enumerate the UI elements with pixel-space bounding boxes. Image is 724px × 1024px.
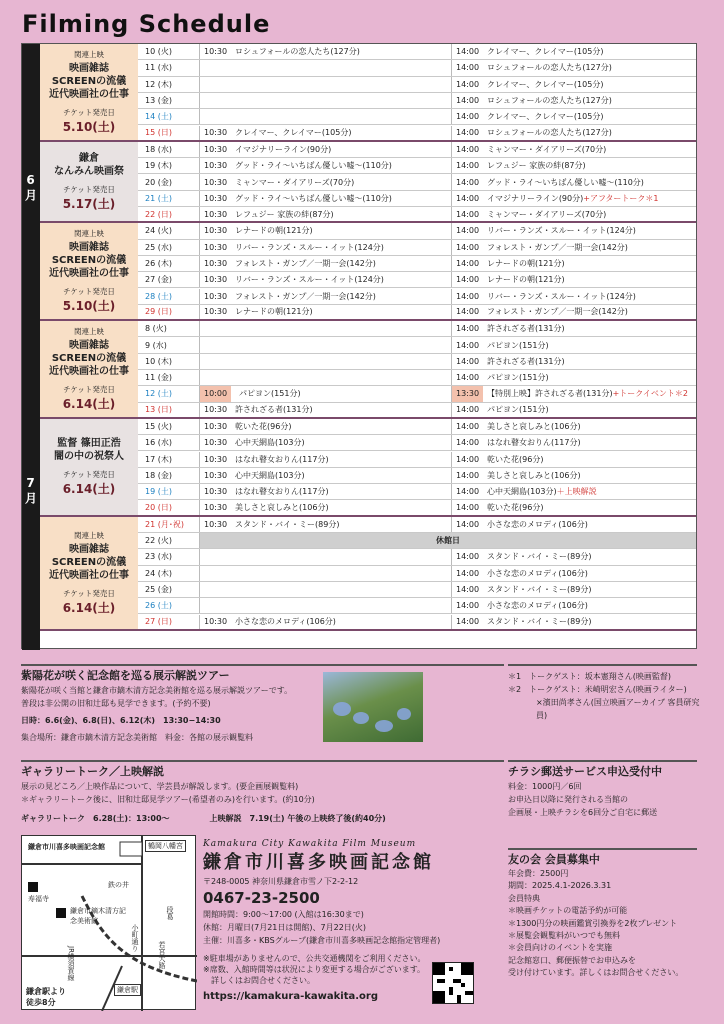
afternoon-screening: 14:00 美しさと哀しみと(106分) (456, 470, 581, 480)
table-row (138, 452, 696, 468)
afternoon-screening: 14:00 ミャンマー・ダイアリーズ(70分) (456, 209, 607, 219)
row-date: 21 (土) (138, 191, 200, 206)
flyer-price: 料金：1000円／6回 (508, 782, 582, 791)
afternoon-screening: 14:00 フォレスト・ガンプ／一期一会(142分) (456, 242, 628, 252)
table-row (138, 142, 696, 158)
museum-warn-1: ※駐車場がありませんので、公共交通機関をご利用ください。 (203, 954, 426, 963)
afternoon-screening: 14:00 クレイマー、クレイマー(105分) (456, 79, 604, 89)
talk-title: ギャラリートーク／上映解説 (21, 765, 164, 778)
morning-screening: 10:30 レフュジー 家族の絆(87分) (200, 207, 452, 221)
row-date: 22 (日) (138, 207, 200, 221)
ticket-date: 6.14(土) (62, 396, 116, 411)
table-row (138, 598, 696, 614)
afternoon-screening: 14:00 乾いた花(96分) (456, 454, 544, 464)
row-date: 28 (土) (138, 289, 200, 304)
club-item: ＊映画チケットの電話予約が可能 (508, 906, 628, 916)
program-title: 映画雑誌 (69, 242, 109, 254)
museum-warn-2: ※席数、入館時間等は状況により変更する場合がございます。 (203, 965, 426, 974)
table-row (138, 223, 696, 239)
afternoon-screening: 14:00 クレイマー、クレイマー(105分) (456, 112, 604, 122)
program-title: SCREENの流儀 (51, 556, 127, 568)
row-date: 22 (火) (138, 533, 200, 548)
row-date: 13 (金) (138, 93, 200, 108)
afternoon-screening: 14:00 ロシュフォールの恋人たち(127分) (456, 128, 612, 138)
talk-section (21, 764, 501, 825)
morning-screening: 10:30 はなれ瞽女おりん(117分) (200, 484, 452, 499)
map-station: 鎌倉駅 (114, 984, 141, 996)
map-walk: 鎌倉駅より 徒歩8分 (26, 987, 66, 1007)
morning-screening (200, 582, 452, 597)
hydrangea-photo (323, 672, 423, 742)
ticket-date: 6.14(土) (62, 481, 116, 496)
row-date: 26 (土) (138, 598, 200, 613)
table-row (138, 484, 696, 500)
block-note: 関連上映 (74, 530, 104, 540)
block-note: 関連上映 (74, 49, 104, 59)
map-komachi: 小町通り (131, 924, 139, 952)
table-row (138, 435, 696, 451)
table-row (138, 174, 696, 190)
table-row (138, 468, 696, 484)
afternoon-screening: 14:00 リバー・ランズ・スルー・イット(124分) (456, 291, 636, 301)
table-row (138, 566, 696, 582)
row-date: 16 (水) (138, 435, 200, 450)
table-row (138, 370, 696, 386)
row-date: 27 (金) (138, 272, 200, 287)
row-date: 11 (金) (138, 370, 200, 385)
museum-closed: 休館：月曜日(7月21日は開館)、7月22日(火) (203, 923, 367, 932)
table-row (138, 158, 696, 174)
tour-section (21, 668, 321, 744)
museum-tel: 0467-23-2500 (203, 889, 320, 907)
afternoon-screening: 14:00 心中天網島(103分) ＋上映解説 (456, 487, 597, 497)
program-title: 近代映画社の仕事 (49, 268, 129, 280)
table-row (138, 60, 696, 76)
talk-note: ＊ギャラリートーク後に、旧和辻邸見学ツアー(希望者のみ)を行います。(約10分) (21, 795, 315, 804)
block-note: 関連上映 (74, 229, 104, 239)
program-title: 映画雑誌 (69, 339, 109, 351)
table-row (138, 321, 696, 337)
morning-screening (200, 77, 452, 92)
morning-screening (200, 549, 452, 564)
ticket-date: 5.17(土) (62, 196, 116, 211)
morning-screening (200, 321, 452, 336)
program-block (40, 321, 138, 419)
museum-name-en: Kamakura City Kawakita Film Museum (203, 839, 417, 849)
gallery-talk-date: ギャラリートーク 6.28(土)：13:00〜 (21, 814, 170, 823)
club-item: 受け付けています。詳しくはお問合せください。 (508, 968, 684, 978)
program-block (40, 419, 138, 517)
note-3: ×濱田尚孝さん(国立映画アーカイブ 客員研究員) (536, 698, 700, 720)
afternoon-screening: 14:00 スタンド・バイ・ミー(89分) (456, 585, 592, 595)
morning-screening: 10:30 フォレスト・ガンプ／一期一会(142分) (200, 289, 452, 304)
ticket-date: 6.14(土) (62, 600, 116, 615)
notes-section (508, 670, 708, 722)
row-date: 20 (日) (138, 500, 200, 514)
museum-hours: 開館時間：9:00〜17:00 (入館は16:30まで) (203, 910, 364, 919)
afternoon-screening: 13:30 【特別上映】許されざる者(131分) +トークイベント＊2 (452, 386, 696, 401)
row-date: 17 (木) (138, 452, 200, 467)
ticket-label: チケット発売日 (63, 469, 115, 479)
map-wakamiya: 若宮大路 (158, 941, 166, 969)
row-date: 19 (土) (138, 484, 200, 499)
flyer-section (508, 764, 698, 819)
morning-screening: 10:30 心中天網島(103分) (200, 435, 452, 450)
closed-day: 休館日 (200, 533, 696, 548)
table-row (138, 289, 696, 305)
morning-screening: 10:30 グッド・ライ〜いちばん優しい嘘〜(110分) (200, 191, 452, 206)
club-item: ＊展覧会観覧料がいつでも無料 (508, 931, 620, 941)
row-date: 11 (水) (138, 60, 200, 75)
program-block (40, 142, 138, 224)
club-title: 友の会 会員募集中 (508, 853, 600, 866)
ticket-label: チケット発売日 (63, 384, 115, 394)
program-title: 近代映画社の仕事 (49, 365, 129, 377)
club-item: 記念館窓口、郵便振替でお申込みを (508, 955, 636, 965)
afternoon-screening: 14:00 レナードの朝(121分) (456, 275, 565, 285)
program-title: 鎌倉 (79, 152, 99, 164)
row-date: 15 (火) (138, 419, 200, 434)
row-date: 10 (火) (138, 44, 200, 59)
afternoon-screening: 14:00 許されざる者(131分) (456, 324, 565, 334)
map-jufukuji: 寿福寺 (28, 895, 49, 903)
morning-screening (200, 370, 452, 385)
map-kaburaki: 鎌倉市鏑木清方記念美術館 (70, 907, 126, 925)
row-date: 20 (金) (138, 174, 200, 189)
morning-screening (200, 566, 452, 581)
afternoon-screening: 14:00 ロシュフォールの恋人たち(127分) (456, 96, 612, 106)
table-row (138, 615, 696, 631)
afternoon-screening: 14:00 小さな恋のメロディ(106分) (456, 568, 588, 578)
row-date: 29 (日) (138, 305, 200, 319)
morning-screening (200, 93, 452, 108)
row-date: 27 (日) (138, 615, 200, 629)
tour-dates: 日時：6.6(金)、6.8(日)、6.12(木) 13:30−14:30 (21, 716, 221, 725)
table-row (138, 403, 696, 419)
schedule-table (21, 43, 697, 649)
table-row (138, 549, 696, 565)
afternoon-screening: 14:00 レナードの朝(121分) (456, 259, 565, 269)
morning-screening: 10:30 ミャンマー・ダイアリーズ(70分) (200, 174, 452, 189)
morning-screening: 10:30 美しさと哀しみと(106分) (200, 500, 452, 514)
afternoon-screening: 14:00 小さな恋のメロディ(106分) (456, 601, 588, 611)
map-museum: 鎌倉市川喜多映画記念館 (28, 843, 105, 851)
row-date: 15 (日) (138, 126, 200, 140)
table-row (138, 582, 696, 598)
note-2: ＊2 トークゲスト：米崎明宏さん(映画ライター) (508, 685, 687, 694)
morning-screening: 10:30 乾いた花(96分) (200, 419, 452, 434)
tour-desc: 紫陽花が咲く当館と鎌倉市鏑木清方記念美術館を巡る展示解説ツアーです。 (21, 686, 293, 695)
program-title: SCREENの流儀 (51, 255, 127, 267)
program-title: なんみん映画祭 (54, 165, 124, 177)
flyer-title: チラシ郵送サービス申込受付中 (508, 765, 662, 778)
map-dankazura: 段葛 (166, 906, 174, 920)
afternoon-screening: 14:00 ロシュフォールの恋人たち(127分) (456, 63, 612, 73)
table-row (138, 109, 696, 125)
row-date: 25 (金) (138, 582, 200, 597)
map-well: 鉄の井 (108, 881, 129, 889)
morning-screening: 10:30 ロシュフォールの恋人たち(127分) (200, 44, 452, 59)
qr-code[interactable] (432, 962, 474, 1004)
program-title: 近代映画社の仕事 (49, 569, 129, 581)
page-title: Filming Schedule (22, 10, 271, 38)
talk-desc: 展示の見どころ／上映作品について、学芸員が解説します。(要企画展観覧料) (21, 782, 299, 791)
museum-organizer: 主催：川喜多・KBSグループ(鎌倉市川喜多映画記念館指定管理者) (203, 936, 441, 945)
afternoon-screening: 14:00 パピヨン(151分) (456, 405, 549, 415)
morning-screening (200, 354, 452, 369)
table-row (138, 337, 696, 353)
ticket-label: チケット発売日 (63, 287, 115, 297)
morning-screening: 10:00 パピヨン(151分) (200, 386, 452, 401)
table-row (138, 500, 696, 516)
morning-screening: 10:30 はなれ瞽女おりん(117分) (200, 452, 452, 467)
row-date: 13 (日) (138, 403, 200, 417)
program-title: 映画雑誌 (69, 543, 109, 555)
morning-screening: 10:30 クレイマー、クレイマー(105分) (200, 126, 452, 140)
table-row (138, 305, 696, 321)
row-date: 14 (土) (138, 109, 200, 124)
block-note: 関連上映 (74, 326, 104, 336)
ticket-date: 5.10(土) (62, 119, 116, 134)
table-row (138, 419, 696, 435)
program-title: 闇の中の祝祭人 (54, 450, 124, 462)
morning-screening: 10:30 リバー・ランズ・スルー・イット(124分) (200, 240, 452, 255)
program-block (40, 44, 138, 142)
morning-screening (200, 598, 452, 613)
morning-screening: 10:30 許されざる者(131分) (200, 403, 452, 417)
row-date: 21 (月･祝) (138, 517, 200, 532)
afternoon-screening: 14:00 パピヨン(151分) (456, 373, 549, 383)
morning-screening: 10:30 心中天網島(103分) (200, 468, 452, 483)
ticket-label: チケット発売日 (63, 588, 115, 598)
club-section (508, 852, 698, 980)
afternoon-screening: 14:00 レフュジー 家族の絆(87分) (456, 161, 586, 171)
table-row (138, 126, 696, 142)
row-date: 10 (木) (138, 354, 200, 369)
row-date: 19 (木) (138, 158, 200, 173)
museum-name-ja: 鎌倉市川喜多映画記念館 (203, 852, 434, 873)
table-row (138, 517, 696, 533)
club-item: 期間：2025.4.1-2026.3.31 (508, 881, 612, 891)
museum-address: 〒248-0005 神奈川県鎌倉市雪ノ下2-2-12 (203, 877, 359, 886)
row-date: 12 (土) (138, 386, 200, 401)
program-title: SCREENの流儀 (51, 352, 127, 364)
table-row (138, 354, 696, 370)
table-row (138, 240, 696, 256)
row-date: 25 (水) (138, 240, 200, 255)
note-1: ＊1 トークゲスト：坂本憲翔さん(映画監督) (508, 672, 672, 681)
afternoon-screening: 14:00 美しさと哀しみと(106分) (456, 422, 581, 432)
club-item: 会員特典 (508, 893, 540, 903)
row-date: 18 (水) (138, 142, 200, 157)
access-map (21, 835, 196, 1010)
club-item: 年会費：2500円 (508, 869, 569, 878)
museum-url[interactable]: https://kamakura-kawakita.org (203, 991, 379, 1002)
row-date: 8 (火) (138, 321, 200, 336)
morning-screening (200, 337, 452, 352)
program-block (40, 517, 138, 631)
flyer-desc-2: 企画展・上映チラシを6回分ご自宅に郵送 (508, 808, 658, 817)
flyer-desc-1: お申込日以降に発行される当館の (508, 795, 628, 804)
row-date: 23 (水) (138, 549, 200, 564)
afternoon-screening: 14:00 スタンド・バイ・ミー(89分) (456, 552, 592, 562)
morning-screening: 10:30 スタンド・バイ・ミー(89分) (200, 517, 452, 532)
morning-screening: 10:30 フォレスト・ガンプ／一期一会(142分) (200, 256, 452, 271)
tour-desc-2: 普段は非公開の旧和辻邸も見学できます。(予約不要) (21, 699, 211, 708)
museum-warn-3: 詳しくはお問合せください。 (211, 976, 315, 985)
table-row (138, 191, 696, 207)
morning-screening (200, 60, 452, 75)
morning-screening: 10:30 イマジナリーライン(90分) (200, 142, 452, 157)
morning-screening: 10:30 リバー・ランズ・スルー・イット(124分) (200, 272, 452, 287)
row-date: 18 (金) (138, 468, 200, 483)
program-title: 映画雑誌 (69, 62, 109, 74)
ticket-date: 5.10(土) (62, 299, 116, 314)
row-date: 24 (火) (138, 223, 200, 238)
afternoon-screening: 14:00 リバー・ランズ・スルー・イット(124分) (456, 226, 636, 236)
program-title: 近代映画社の仕事 (49, 88, 129, 100)
map-jr-line: JR横須賀線 (67, 946, 75, 981)
tour-place: 集合場所：鎌倉市鏑木清方記念美術館 料金：各館の展示観覧料 (21, 733, 253, 742)
morning-screening (200, 109, 452, 124)
afternoon-screening: 14:00 はなれ瞽女おりん(117分) (456, 438, 581, 448)
afternoon-screening: 14:00 ミャンマー・ダイアリーズ(70分) (456, 144, 607, 154)
morning-screening: 10:30 レナードの朝(121分) (200, 305, 452, 319)
afternoon-screening: 14:00 グッド・ライ〜いちばん優しい嘘〜(110分) (456, 177, 644, 187)
afternoon-screening: 14:00 許されざる者(131分) (456, 356, 565, 366)
map-shrine: 鶴岡八幡宮 (145, 840, 186, 852)
morning-screening: 10:30 小さな恋のメロディ(106分) (200, 615, 452, 629)
row-date: 12 (木) (138, 77, 200, 92)
table-row (138, 44, 696, 60)
row-date: 26 (木) (138, 256, 200, 271)
row-date: 24 (木) (138, 566, 200, 581)
table-row (138, 77, 696, 93)
table-row (138, 207, 696, 223)
afternoon-screening: 14:00 クレイマー、クレイマー(105分) (456, 47, 604, 57)
table-row (138, 386, 696, 402)
screening-talk-date: 上映解説 7.19(土) 午後の上映終了後(約40分) (209, 814, 386, 823)
club-item: ＊会員向けのイベントを実施 (508, 943, 612, 953)
afternoon-screening: 14:00 イマジナリーライン(90分) +アフタートーク＊1 (456, 193, 659, 203)
table-row (138, 272, 696, 288)
table-row (138, 93, 696, 109)
table-row (138, 533, 696, 549)
afternoon-screening: 14:00 小さな恋のメロディ(106分) (456, 519, 588, 529)
afternoon-screening: 14:00 パピヨン(151分) (456, 340, 549, 350)
ticket-label: チケット発売日 (63, 107, 115, 117)
table-row (138, 256, 696, 272)
program-block (40, 223, 138, 321)
afternoon-screening: 14:00 乾いた花(96分) (456, 503, 544, 513)
month-july: 7月 (22, 332, 40, 650)
ticket-label: チケット発売日 (63, 184, 115, 194)
program-title: SCREENの流儀 (51, 75, 127, 87)
club-item: ＊1300円分の映画鑑賞引換券を2枚プレゼント (508, 918, 678, 928)
row-date: 9 (水) (138, 337, 200, 352)
morning-screening: 10:30 レナードの朝(121分) (200, 223, 452, 238)
tour-title: 紫陽花が咲く記念館を巡る展示解説ツアー (21, 669, 230, 682)
afternoon-screening: 14:00 フォレスト・ガンプ／一期一会(142分) (456, 307, 628, 317)
morning-screening: 10:30 グッド・ライ〜いちばん優しい嘘〜(110分) (200, 158, 452, 173)
afternoon-screening: 14:00 スタンド・バイ・ミー(89分) (456, 617, 592, 627)
month-june: 6月 (22, 44, 40, 332)
program-title: 監督 篠田正浩 (57, 437, 121, 449)
